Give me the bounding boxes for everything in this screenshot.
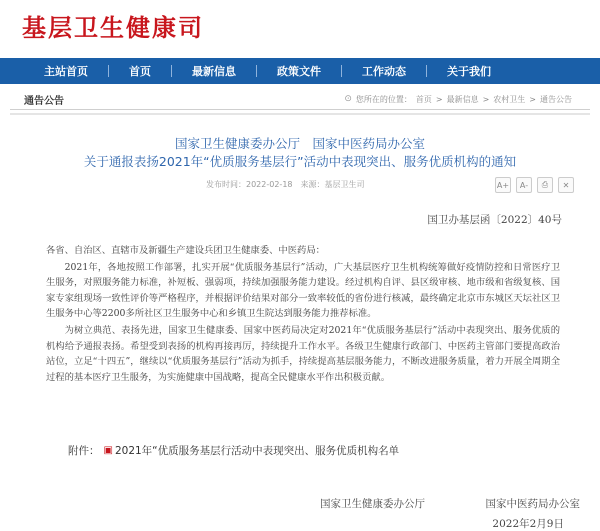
- article-panel: [10, 113, 590, 528]
- breadcrumb-link-latest[interactable]: 最新信息: [446, 94, 479, 104]
- article-tools: [495, 177, 574, 193]
- attachment: [68, 443, 399, 458]
- document-icon: ▣: [103, 445, 113, 456]
- font-increase-button[interactable]: A+: [495, 177, 511, 193]
- main-nav: [0, 58, 600, 84]
- published-date: 2022-02-18: [246, 180, 293, 189]
- article-title-line1: 国家卫生健康委办公厅 国家中医药局办公室: [174, 136, 425, 151]
- location-pin-icon: ⊙: [344, 94, 352, 104]
- nav-item-policy[interactable]: 政策文件: [277, 65, 321, 78]
- source-value: 基层卫生司: [324, 180, 365, 189]
- nav-item-home[interactable]: 首页: [129, 65, 151, 78]
- breadcrumb-separator: >: [482, 94, 490, 104]
- site-header: [0, 0, 600, 58]
- nav-item-latest[interactable]: 最新信息: [192, 65, 236, 78]
- section-bar: [0, 88, 600, 110]
- paragraph-1: 2021年，各地按照工作部署，扎实开展“优质服务基层行”活动，广大基层医疗卫生机构统筹做好疫情防控和日常医疗卫生服务，对照服务能力标准，补短板、强弱项，持续加强服务能力建设。经过机构自评、县区级审核、地市级和省级复核、国家专家组现场一致性评价等严格程序，并根据评价结果对部分一致率较低的省份进行核减，最终确定北京市东城区天坛社区卫生服务中心等2200多所社区卫生服务中心和乡镇卫生院达到服务能力推荐标准。: [46, 261, 560, 320]
- site-title[interactable]: 基层卫生健康司: [22, 13, 204, 42]
- nav-item-about[interactable]: 关于我们: [447, 65, 491, 78]
- published-label: 发布时间：: [206, 180, 246, 189]
- breadcrumb-link-home[interactable]: 首页: [415, 94, 432, 104]
- breadcrumb-prefix: 您所在的位置：: [355, 94, 412, 104]
- article-meta: [206, 179, 365, 190]
- close-icon[interactable]: ✕: [558, 177, 574, 193]
- breadcrumb-separator: >: [435, 94, 443, 104]
- article-title-line2: 关于通报表扬2021年“优质服务基层行”活动中表现突出、服务优质机构的通知: [83, 154, 517, 169]
- nav-item-main-home[interactable]: 主站首页: [44, 65, 88, 78]
- print-icon[interactable]: ⎙: [537, 177, 553, 193]
- attachment-label: 附件：: [68, 445, 100, 457]
- font-decrease-button[interactable]: A-: [516, 177, 532, 193]
- article-title: [10, 135, 590, 171]
- document-date: 2022年2月9日: [492, 518, 564, 530]
- divider: [10, 109, 590, 110]
- section-title: 通告公告: [24, 95, 64, 107]
- signer-1: 国家卫生健康委办公厅: [320, 498, 425, 510]
- breadcrumb: [344, 94, 572, 105]
- breadcrumb-link-rural[interactable]: 农村卫生: [493, 94, 526, 104]
- article-body: [46, 243, 560, 386]
- attachment-link[interactable]: 2021年“优质服务基层行活动中表现突出、服务优质机构名单: [114, 445, 400, 457]
- nav-item-work[interactable]: 工作动态: [362, 65, 406, 78]
- document-number: 国卫办基层函〔2022〕40号: [427, 214, 562, 226]
- signatures: [320, 496, 580, 511]
- breadcrumb-link-notices[interactable]: 通告公告: [540, 94, 572, 104]
- breadcrumb-separator: >: [529, 94, 536, 104]
- signer-2: 国家中医药局办公室: [485, 498, 580, 510]
- source-label: 来源：: [300, 180, 325, 189]
- salutation: 各省、自治区、直辖市及新疆生产建设兵团卫生健康委、中医药局：: [46, 245, 325, 256]
- paragraph-2: 为树立典范、表扬先进，国家卫生健康委、国家中医药局决定对2021年“优质服务基层行”活动中表现突出、服务优质的机构给予通报表扬。希望受到表扬的机构再接再厉，持续提升工作水平。各级卫生健康行政部门、中医药主管部门要提高政治站位，立足“十四五”，继续以“优质服务基层行”活动为抓手，持续提高基层服务能力，不断改进服务质量，着力开展全周期全过程的基本医疗卫生服务，为实施健康中国战略，提高全民健康水平作出积极贡献。: [46, 324, 560, 383]
